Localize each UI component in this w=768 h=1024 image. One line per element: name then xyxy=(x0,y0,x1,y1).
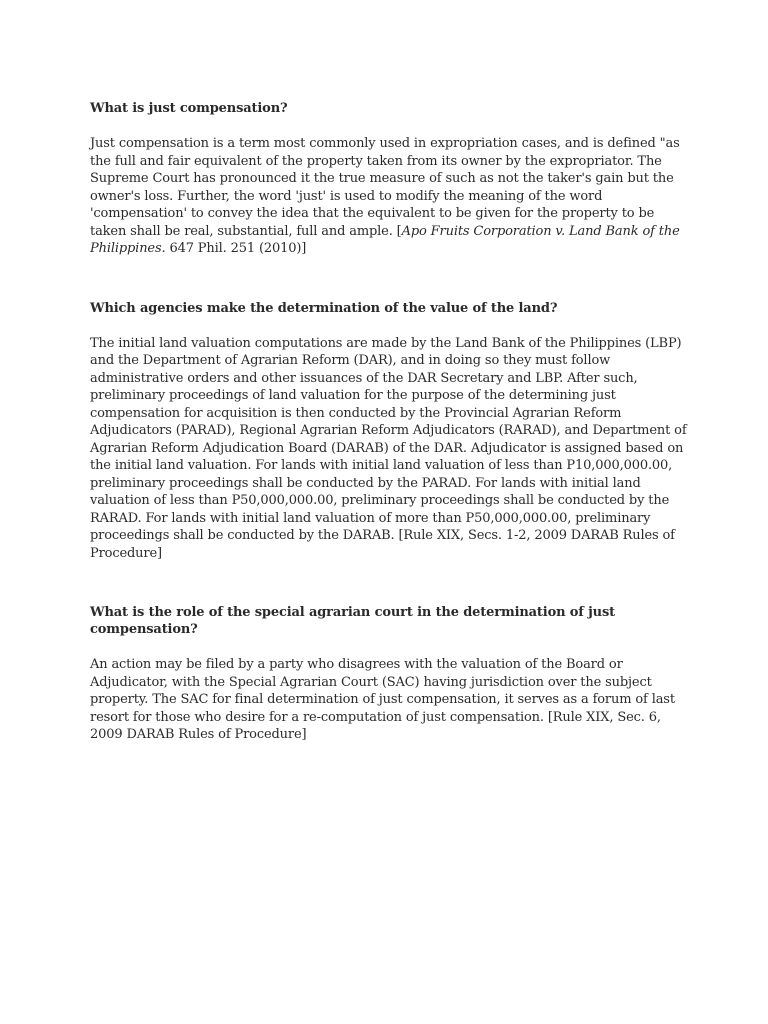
section-just-compensation xyxy=(90,100,688,258)
answer-text: Just compensation is a term most commonly used in expropriation cases, and is defined "as the full and fair equivalent of the property taken from its owner by the expropriator. The Supreme Court has pronounced it the true measure of such as not the taker's gain but the owner's loss. Further, the word 'just' is used to modify the meaning of the word 'compensation' to convey the idea that the equivalent to be given for the property to be taken shall be real, substantial, full and ample. [ xyxy=(90,136,680,239)
question-heading: What is the role of the special agrarian court in the determination of just compensation? xyxy=(90,605,615,637)
citation-reference: . 647 Phil. 251 (2010)] xyxy=(161,241,307,256)
document-body xyxy=(90,100,688,744)
section-valuation-agencies xyxy=(90,300,688,563)
section-special-agrarian-court xyxy=(90,604,688,744)
answer-paragraph: The initial land valuation computations are made by the Land Bank of the Philippines (LBP) and the Department of Agrarian Reform (DAR), and in doing so they must follow administrative orders and other issuances of the DAR Secretary and LBP. After such, preliminary proceedings of land valuation for the purpose of the determining just compensation for acquisition is then conducted by the Provincial Agrarian Reform Adjudicators (PARAD), Regional Agrarian Reform Adjudicators (RARAD), and Department of Agrarian Reform Adjudication Board (DARAB) of the DAR. Adjudicator is assigned based on the initial land valuation. For lands with initial land valuation of less than P10,000,000.00, preliminary proceedings shall be conducted by the PARAD. For lands with initial land valuation of less than P50,000,000.00, preliminary proceedings shall be conducted by the RARAD. For lands with initial land valuation of more than P50,000,000.00, preliminary proceedings shall be conducted by the DARAB. [Rule XIX, Secs. 1-2, 2009 DARAB Rules of Procedure] xyxy=(90,335,687,561)
case-citation: Apo Fruits Corporation v. Land Bank of the Philippines xyxy=(90,223,680,256)
question-heading: What is just compensation? xyxy=(90,101,288,116)
answer-paragraph xyxy=(90,135,688,258)
answer-paragraph: An action may be filed by a party who disagrees with the valuation of the Board or Adjudicator, with the Special Agrarian Court (SAC) having jurisdiction over the subject property. The SAC for final determination of just compensation, it serves as a forum of last resort for those who desire for a re-computation of just compensation. [Rule XIX, Sec. 6, 2009 DARAB Rules of Procedure] xyxy=(90,657,675,742)
question-heading: Which agencies make the determination of the value of the land? xyxy=(90,300,558,316)
